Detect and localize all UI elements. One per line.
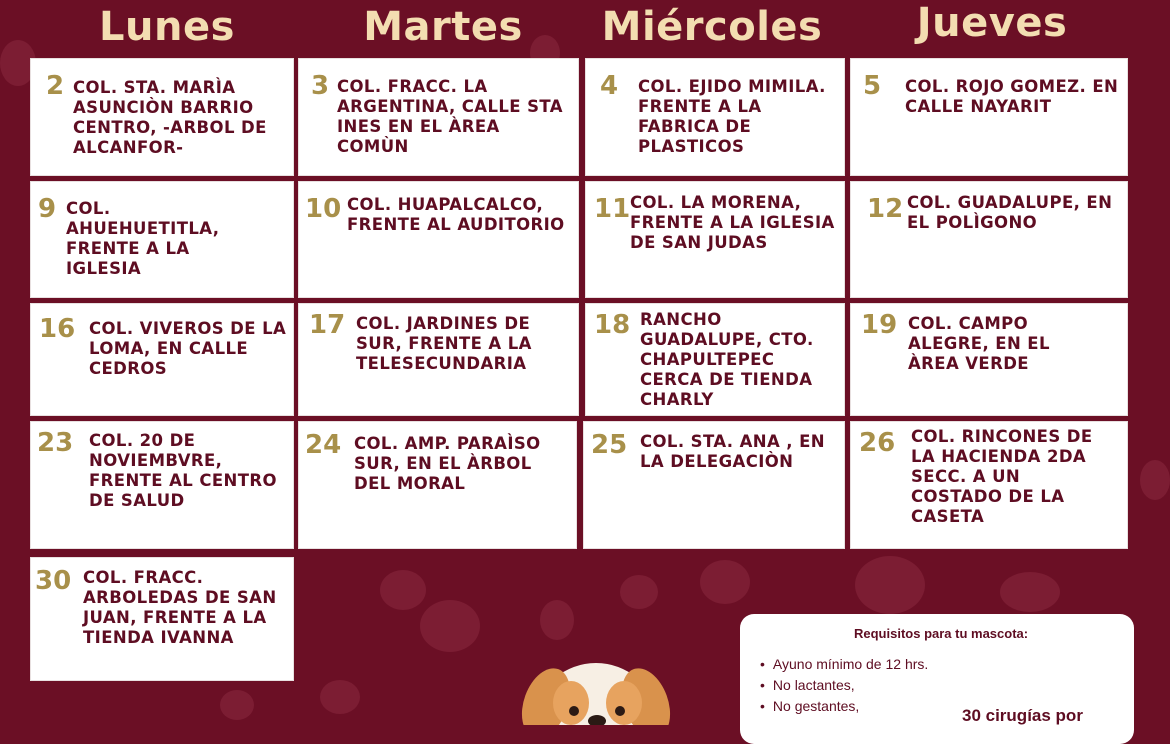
requirements-title: Requisitos para tu mascota: bbox=[854, 626, 1029, 641]
day-number: 10 bbox=[305, 194, 342, 224]
calendar-cell-17 bbox=[298, 303, 579, 416]
location-text: COL. EJIDO MIMILA. FRENTE A LA FABRICA DE PLASTICOS bbox=[638, 77, 826, 156]
day-number: 17 bbox=[309, 310, 346, 340]
header-jueves: Jueves bbox=[916, 0, 1068, 46]
puppy-eye-patch bbox=[553, 681, 589, 725]
location-text: COL. RINCONES DE LA HACIENDA 2DA SECC. A UN COSTADO DE LA CASETA bbox=[911, 427, 1093, 526]
day-number: 30 bbox=[35, 566, 72, 596]
calendar-cell-16 bbox=[30, 303, 294, 416]
puppy-eye bbox=[615, 706, 625, 716]
header-lunes: Lunes bbox=[99, 4, 235, 50]
calendar-cell-10 bbox=[298, 181, 579, 298]
paw-print-decoration bbox=[540, 600, 574, 640]
header-martes: Martes bbox=[363, 4, 523, 50]
puppy-illustration bbox=[516, 655, 676, 725]
location-text: RANCHO GUADALUPE, CTO. CHAPULTEPEC CERCA DE TIENDA CHARLY bbox=[640, 310, 814, 409]
location-text: COL. AMP. PARAÌSO SUR, EN EL ÀRBOL DEL MORAL bbox=[354, 434, 541, 493]
calendar-cell-9 bbox=[30, 181, 294, 298]
paw-print-decoration bbox=[1140, 460, 1170, 500]
paw-print-decoration bbox=[420, 600, 480, 652]
location-text: COL. FRACC. LA ARGENTINA, CALLE STA INES EN EL ÀREA COMÙN bbox=[337, 77, 563, 156]
location-text: COL. 20 DE NOVIEMBVRE, FRENTE AL CENTRO DE SALUD bbox=[89, 431, 277, 510]
surgery-count-text: 30 cirugías por bbox=[962, 706, 1083, 725]
location-text: COL. GUADALUPE, EN EL POLÌGONO bbox=[907, 193, 1113, 232]
paw-print-decoration bbox=[380, 570, 426, 610]
calendar-cell-19 bbox=[850, 303, 1128, 416]
day-number: 23 bbox=[37, 428, 74, 458]
day-number: 18 bbox=[594, 310, 631, 340]
calendar-cell-5 bbox=[850, 58, 1128, 176]
day-number: 5 bbox=[863, 71, 882, 101]
day-number: 26 bbox=[859, 428, 896, 458]
puppy-eye bbox=[569, 706, 579, 716]
header-miercoles: Miércoles bbox=[601, 4, 823, 50]
calendar-cell-30 bbox=[30, 557, 294, 681]
paw-print-decoration bbox=[700, 560, 750, 604]
location-text: COL. VIVEROS DE LA LOMA, EN CALLE CEDROS bbox=[89, 319, 287, 378]
day-number: 24 bbox=[305, 430, 342, 460]
requirement-item: • Ayuno mínimo de 12 hrs. bbox=[760, 654, 928, 675]
location-text: COL. ROJO GOMEZ. EN CALLE NAYARIT bbox=[905, 77, 1119, 116]
location-text: COL. LA MORENA, FRENTE A LA IGLESIA DE SAN JUDAS bbox=[630, 193, 835, 252]
location-text: COL. HUAPALCALCO, FRENTE AL AUDITORIO bbox=[347, 195, 565, 234]
day-number: 9 bbox=[38, 194, 57, 224]
requirements-list bbox=[760, 654, 928, 717]
location-text: COL. STA. MARÌA ASUNCIÒN BARRIO CENTRO, -ARBOL DE ALCANFOR- bbox=[73, 78, 267, 157]
location-text: COL. CAMPO ALEGRE, EN EL ÀREA VERDE bbox=[908, 314, 1050, 373]
calendar-cell-24 bbox=[298, 421, 577, 549]
day-number: 3 bbox=[311, 71, 330, 101]
calendar-cell-12 bbox=[850, 181, 1128, 298]
day-number: 2 bbox=[46, 71, 65, 101]
location-text: COL. STA. ANA , EN LA DELEGACIÒN bbox=[640, 432, 825, 471]
calendar-cell-11 bbox=[585, 181, 845, 298]
puppy-eye-patch bbox=[606, 681, 642, 725]
paw-print-decoration bbox=[855, 556, 925, 614]
day-number: 19 bbox=[861, 310, 898, 340]
day-number: 12 bbox=[867, 194, 904, 224]
calendar-cell-26 bbox=[850, 421, 1128, 549]
day-number: 11 bbox=[594, 194, 631, 224]
location-text: COL. JARDINES DE SUR, FRENTE A LA TELESECUNDARIA bbox=[356, 314, 532, 373]
calendar-cell-3 bbox=[298, 58, 579, 176]
paw-print-decoration bbox=[1000, 572, 1060, 612]
calendar-cell-4 bbox=[585, 58, 845, 176]
location-text: COL. AHUEHUETITLA, FRENTE A LA IGLESIA bbox=[66, 199, 220, 278]
calendar-cell-25 bbox=[583, 421, 845, 549]
paw-print-decoration bbox=[620, 575, 658, 609]
paw-print-decoration bbox=[220, 690, 254, 720]
day-number: 25 bbox=[591, 430, 628, 460]
paw-print-decoration bbox=[320, 680, 360, 714]
calendar-cell-2 bbox=[30, 58, 294, 176]
day-number: 4 bbox=[600, 71, 619, 101]
requirement-item: • No gestantes, bbox=[760, 696, 928, 717]
calendar-cell-18 bbox=[585, 303, 845, 416]
day-number: 16 bbox=[39, 314, 76, 344]
location-text: COL. FRACC. ARBOLEDAS DE SAN JUAN, FRENTE A LA TIENDA IVANNA bbox=[83, 568, 277, 647]
requirement-item: • No lactantes, bbox=[760, 675, 928, 696]
calendar-cell-23 bbox=[30, 421, 294, 549]
